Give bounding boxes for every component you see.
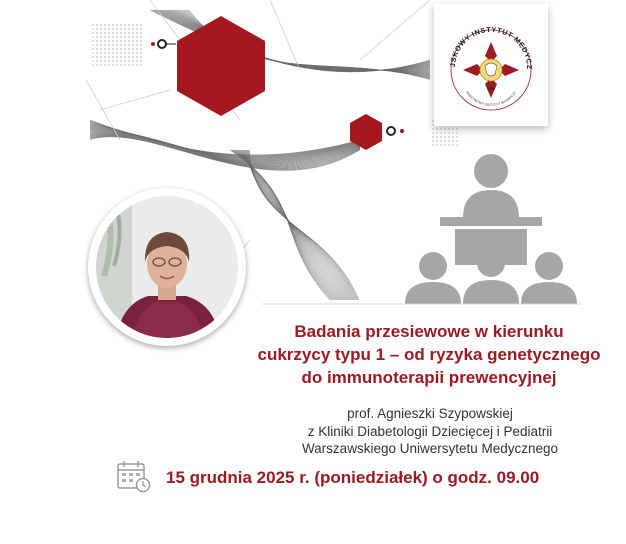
speaker-photo xyxy=(96,196,238,338)
talk-title xyxy=(236,320,622,389)
speaker-info xyxy=(250,405,610,458)
speaker-name: prof. Agnieszki Szypowskiej xyxy=(347,406,513,421)
speaker-clinic: z Kliniki Diabetologii Dziecięcej i Pediatrii xyxy=(307,423,553,439)
logo-bottom-text: PAŃSTWOWY INSTYTUT BADAWCZY xyxy=(464,90,518,108)
clock-icon xyxy=(137,479,150,492)
event-date: 15 grudnia 2025 r. (poniedziałek) o godz. 09.00 xyxy=(166,468,540,487)
logo-ring-text: JSKOWY INSTYTUT MEDYCZ xyxy=(447,24,535,70)
logo-center-text: WIM xyxy=(487,87,495,91)
talk-title-line-3: do immunoterapii prewencyjnej xyxy=(301,368,557,387)
speaker-university: Warszawskiego Uniwersytetu Medycznego xyxy=(301,441,559,456)
talk-title-line-1: Badania przesiewowe w kierunku xyxy=(294,322,564,341)
talk-title-line-2: cukrzycy typu 1 – od ryzyka genetycznego xyxy=(257,345,601,364)
calendar-icon xyxy=(116,460,152,494)
